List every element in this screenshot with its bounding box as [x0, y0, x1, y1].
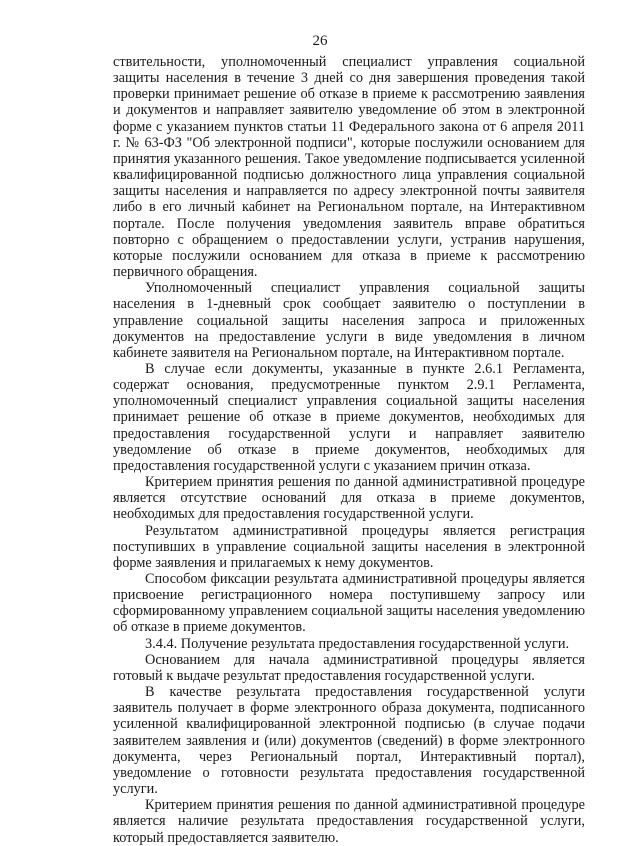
paragraph-continuation: ствительности, уполномоченный специалист управления социальной защиты населения в течение 3 дней со дня завершения проведения такой проверки принимает решение об отказе в приеме к рассмотрению заявления и документов и направляет заявителю уведомление об этом в электронной форме с указанием пунктов статьи 11 Федерального закона от 6 апреля 2011 г. № 63-ФЗ "Об электронной подписи", которые послужили основанием для принятия указанного решения. Такое уведомление подписывается усиленной квалифицированной подписью должностного лица управления социальной защиты населения и направляется по адресу электронной почты заявителя либо в его личный кабинет на Региональном портале, на Интерактивном портале. После получения уведомления заявитель вправе обратиться повторно с обращением о предоставлении услуги, устранив нарушения, которые послужили основанием для отказа в приеме к рассмотрению первичного обращения. — [113, 54, 585, 281]
paragraph: Основанием для начала административной процедуры является готовый к выдаче результат предоставления государственной услуги. — [113, 651, 585, 684]
paragraph: Результатом административной процедуры является регистрация поступивших в управление социальной защиты населения в электронной форме заявления и прилагаемых к нему документов. — [113, 522, 585, 571]
document-body — [113, 54, 585, 846]
paragraph: В качестве результата предоставления государственной услуги заявитель получает в форме электронного образа документа, подписанного усиленной квалифицированной электронной подписью (в случае подачи заявителем заявления и (или) документов (сведений) в форме электронного документа, через Региональный портал, Интерактивный портал), уведомление о готовности результата предоставления государственной услуги. — [113, 684, 585, 798]
paragraph: В случае если документы, указанные в пункте 2.6.1 Регламента, содержат основания, предусмотренные пунктом 2.9.1 Регламента, уполномоченный специалист управления социальной защиты населения принимает решение об отказе в приеме документов, необходимых для предоставления государственной услуги и направляет заявителю уведомление об отказе в приеме документов, необходимых для предоставления государственной услуги с указанием причин отказа. — [113, 360, 585, 474]
page-number: 26 — [312, 33, 328, 49]
paragraph: Способом фиксации результата административной процедуры является присвоение регистрационного номера поступившему запросу или сформированному управлением социальной защиты населения уведомлению об отказе в приеме документов. — [113, 571, 585, 636]
paragraph: Критерием принятия решения по данной административной процедуре является отсутствие оснований для отказа в приеме документов, необходимых для предоставления государственной услуги. — [113, 474, 585, 523]
section-heading: 3.4.4. Получение результата предоставления государственной услуги. — [145, 635, 570, 652]
paragraph: Уполномоченный специалист управления социальной защиты населения в 1-дневный срок сообщает заявителю о поступлении в управление социальной защиты населения запроса и приложенных документов на предоставление услуги в виде уведомления в личном кабинете заявителя на Региональном портале, на Интерактивном портале. — [113, 280, 585, 361]
paragraph: Критерием принятия решения по данной административной процедуре является наличие результата предоставления государственной услуги, который предоставляется заявителю. — [113, 797, 585, 846]
